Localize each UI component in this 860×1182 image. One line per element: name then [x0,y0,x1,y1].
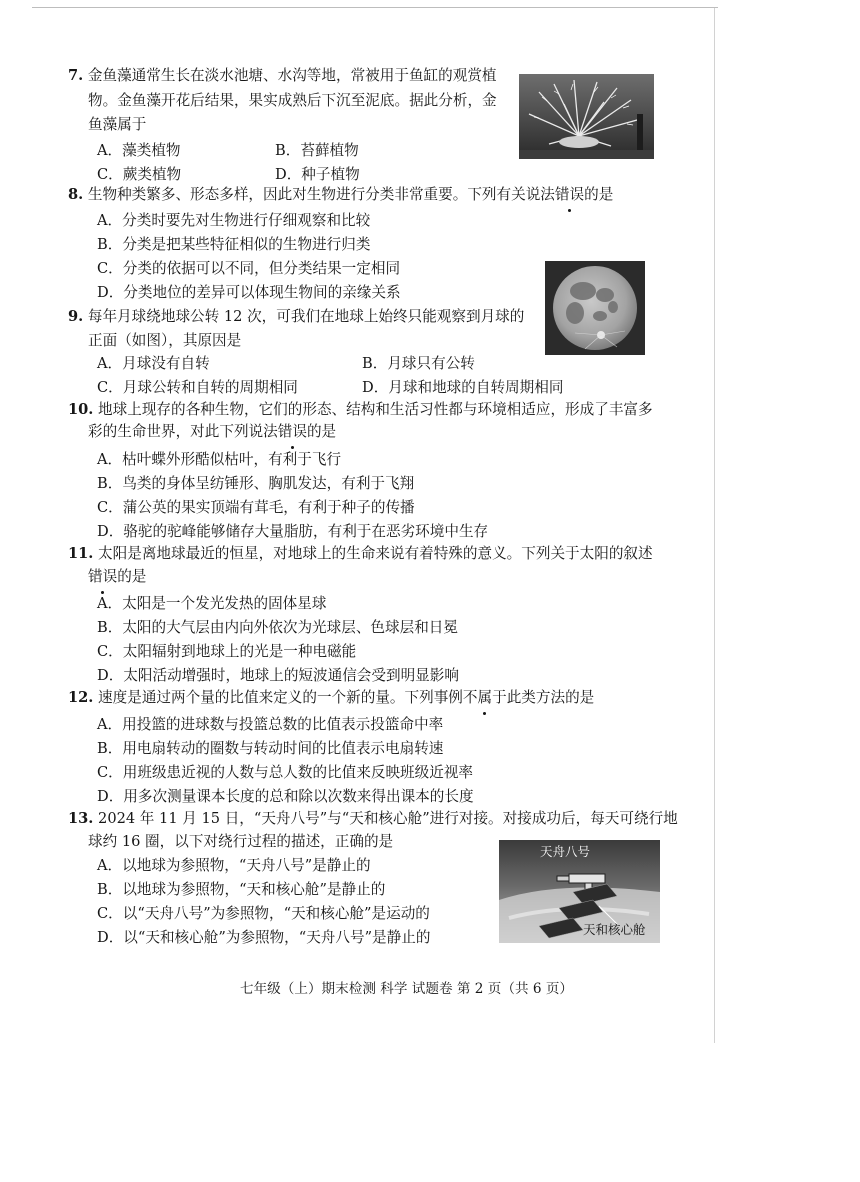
question-stem: 鱼藻属于 [88,116,147,133]
page-edge-top [32,7,718,8]
option-b: B．苔藓植物 [275,142,359,159]
option-b: B．月球只有公转 [362,355,475,372]
spacecraft-photo [499,840,660,943]
option-d: D．太阳活动增强时，地球上的短波通信会受到明显影响 [97,667,459,684]
page-edge-right [714,8,715,1043]
option-a: A．以地球为参照物，“天舟八号”是静止的 [97,857,371,874]
question-number: 10. [68,401,94,418]
question-stem: 生物种类繁多、形态多样，因此对生物进行分类非常重要。下列有关说法 [87,186,555,203]
option-b: B．用电扇转动的圈数与转动时间的比值表示电扇转速 [97,740,444,757]
question-stem: 彩的生命世界，对此下列说法 [88,423,278,440]
option-a: A．太阳是一个发光发热的固体星球 [97,595,327,612]
question-stem: 的是 [306,423,337,440]
moon-photo [545,261,645,355]
option-c: C．以“天舟八号”为参照物，“天和核心舱”是运动的 [97,905,430,922]
question-stem: 2024 年 11 月 15 日，“天舟八号”与“天和核心舱”进行对接。对接成功后，每天可绕行地 [98,810,678,827]
option-c: C．蒲公英的果实顶端有茸毛，有利于种子的传播 [97,499,415,516]
option-c: C．分类的依据可以不同，但分类结果一定相同 [97,260,401,277]
question-stem: 地球上现存的各种生物，它们的形态、结构和生活习性都与环境相适应，形成了丰富多 [98,401,653,418]
option-b: B．太阳的大气层由内向外依次为光球层、色球层和日冕 [97,619,458,636]
hornwort-photo [519,74,654,159]
option-b: B．以地球为参照物，“天和核心舱”是静止的 [97,881,386,898]
option-a: A．分类时要先对生物进行仔细观察和比较 [97,212,371,229]
figure-label-tianhe: 天和核心舱 [583,922,646,937]
option-a: A．用投篮的进球数与投篮总数的比值表示投篮命中率 [97,716,444,733]
option-b: B．鸟类的身体呈纺锤形、胸肌发达，有利于飞翔 [97,475,415,492]
option-d: D．以“天和核心舱”为参照物，“天舟八号”是静止的 [97,929,431,946]
question-stem: 金鱼藻通常生长在淡水池塘、水沟等地，常被用于鱼缸的观赏植 [87,67,497,84]
option-b: B．分类是把某些特征相似的生物进行归类 [97,236,371,253]
question-stem: 的是 [584,186,614,203]
question-number: 9. [68,308,84,325]
option-c: C．蕨类植物 [97,166,182,183]
option-c: C．月球公转和自转的周期相同 [97,379,298,396]
emphasis-text: 不属于 [462,689,507,706]
figure-label-tianzhou: 天舟八号 [540,844,591,859]
question-stem: 每年月球绕地球公转 12 次，可我们在地球上始终只能观察到月球的 [87,308,525,325]
question-stem: 此类方法的是 [506,689,595,706]
question-number: 8. [68,186,84,203]
option-d: D．月球和地球的自转周期相同 [362,379,564,396]
option-a: A．枯叶蝶外形酷似枯叶，有利于飞行 [97,451,342,468]
option-d: D．分类地位的差异可以体现生物间的亲缘关系 [97,284,401,301]
question-stem: 太阳是离地球最近的恒星，对地球上的生命来说有着特殊的意义。下列关于太阳的叙述 [98,545,653,562]
question-stem: 速度是通过两个量的比值来定义的一个新的量。下列事例 [98,689,463,706]
question-number: 12. [68,689,94,706]
question-stem: 球约 16 圈，以下对绕行过程的描述，正确的是 [88,833,394,850]
option-a: A．月球没有自转 [97,355,210,372]
question-number: 7. [68,67,84,84]
option-c: C．太阳辐射到地球上的光是一种电磁能 [97,643,357,660]
page-footer: 七年级（上）期末检测 科学 试题卷 第 2 页（共 6 页） [240,981,574,997]
emphasis-text: 错误 [88,568,118,585]
option-d: D．用多次测量课本长度的总和除以次数来得出课本的长度 [97,788,474,805]
option-a: A．藻类植物 [97,142,181,159]
option-d: D．种子植物 [275,166,360,183]
question-stem: 物。金鱼藻开花后结果，果实成熟后下沉至泥底。据此分析，金 [88,92,497,109]
option-d: D．骆驼的驼峰能够储存大量脂肪，有利于在恶劣环境中生存 [97,523,489,540]
question-stem: 的是 [117,568,147,585]
option-c: C．用班级患近视的人数与总人数的比值来反映班级近视率 [97,764,474,781]
question-number: 13. [68,810,94,827]
question-stem: 正面（如图），其原因是 [88,332,242,349]
emphasis-text: 错误 [554,186,585,203]
question-number: 11. [68,545,94,562]
emphasis-text: 错误 [277,423,307,440]
